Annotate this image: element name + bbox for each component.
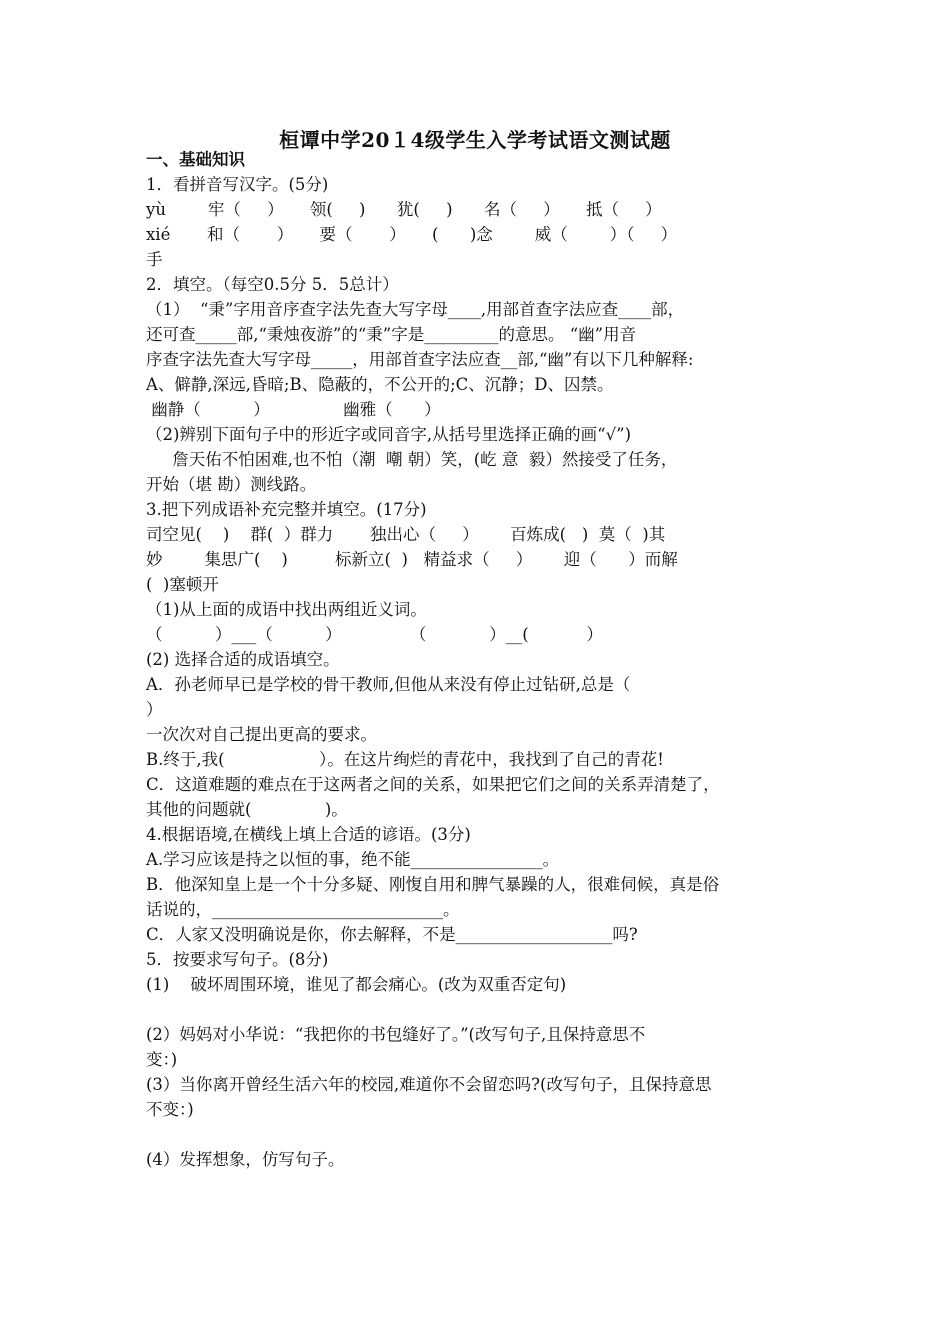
q2-part2-instruction: （2)辨别下面句子中的形近字或同音字,从括号里选择正确的画“√”): [146, 425, 632, 444]
q4-heading: 4.根据语境,在横线上填上合适的谚语。(3分): [146, 825, 471, 844]
q2-heading: 2．填空。（每空0.5分 5．5总计）: [146, 275, 399, 294]
q1-pinyin-xie-cont: 手: [146, 250, 163, 269]
q2-part2-sentence1: 詹天佑不怕困难,也不怕（潮 嘲 朝）笑，(屹 意 毅）然接受了任务，: [146, 450, 678, 469]
section-basic-knowledge: 一、基础知识: [146, 150, 245, 169]
q4-b-line1: B．他深知皇上是一个十分多疑、刚愎自用和脾气暴躁的人，很难伺候，真是俗: [146, 875, 720, 894]
exam-title: 桓谭中学20１4级学生入学考试语文测试题: [279, 128, 671, 152]
q5-part2-line2: 变：): [146, 1050, 178, 1069]
q5-part1: (1) 破坏周围环境，谁见了都会痛心。(改为双重否定句): [146, 975, 567, 994]
q1-pinyin-yu: yù 牢（ ） 领( ) 犹( ) 名（ ） 抵（ ）: [146, 200, 662, 219]
q3-part2-a-line2: ）: [146, 700, 163, 719]
q3-part2-a-line3: 一次次对自己提出更高的要求。: [146, 725, 377, 744]
q2-part1-line3: 序查字法先查大写字母_____，用部首查字法应查__部,“幽”有以下几种解释:: [146, 350, 694, 369]
q4-b-line2: 话说的，____________________________。: [146, 900, 460, 919]
q2-part1-options: A、僻静,深远,昏暗;B、隐蔽的，不公开的;C、沉静；D、囚禁。: [146, 375, 614, 394]
q5-part3-line2: 不变：): [146, 1100, 194, 1119]
q3-part2-b: B.终于,我( ）。在这片绚烂的青花中，我找到了自己的青花!: [146, 750, 664, 769]
q3-part1-blanks: （ ）___（ ） （ ）__( ）: [146, 625, 603, 644]
q3-idioms-line1: 司空见( ) 群( ）群力 独出心（ ） 百炼成( ) 莫（ )其: [146, 525, 666, 544]
q2-part1-line1: （1） “秉”字用音序查字法先查大写字母____,用部首查字法应查____部，: [146, 300, 685, 319]
q2-part1-answers: 幽静（ ） 幽雅（ ）: [146, 400, 441, 419]
q3-idioms-line2: 妙 集思广( ) 标新立( ) 精益求（ ） 迎（ ）而解: [146, 550, 678, 569]
q5-part2-line1: (2）妈妈对小华说：“我把你的书包缝好了。”(改写句子,且保持意思不: [146, 1025, 646, 1044]
q5-part4: (4）发挥想象，仿写句子。: [146, 1150, 345, 1169]
q3-part2-a-line1: A．孙老师早已是学校的骨干教师,但他从来没有停止过钻研,总是（: [146, 675, 631, 694]
q3-heading: 3.把下列成语补充完整并填空。(17分): [146, 500, 427, 519]
q3-part2-instruction: (2) 选择合适的成语填空。: [146, 650, 340, 669]
q3-idioms-line3: ( )塞顿开: [146, 575, 219, 594]
q5-part3-line1: (3）当你离开曾经生活六年的校园,难道你不会留恋吗?(改写句子，且保持意思: [146, 1075, 712, 1094]
q3-part2-c-line1: C．这道难题的难点在于这两者之间的关系，如果把它们之间的关系弄清楚了，: [146, 775, 720, 794]
q3-part2-c-line2: 其他的问题就( )。: [146, 800, 348, 819]
q4-a: A.学习应该是持之以恒的事，绝不能________________。: [146, 850, 560, 869]
q2-part2-sentence2: 开始（堪 勘）测线路。: [146, 475, 317, 494]
q2-part1-line2: 还可查_____部,“秉烛夜游”的“秉”字是_________的意思。 “幽”用音: [146, 325, 637, 344]
q1-pinyin-xie: xié 和（ ） 要（ ） ( )念 威（ ）（ ）: [146, 225, 678, 244]
q3-part1-instruction: （1)从上面的成语中找出两组近义词。: [146, 600, 427, 619]
q4-c: C．人家又没明确说是你，你去解释，不是___________________吗?: [146, 925, 638, 944]
q5-heading: 5．按要求写句子。(8分): [146, 950, 329, 969]
q1-heading: 1．看拼音写汉字。(5分): [146, 175, 329, 194]
